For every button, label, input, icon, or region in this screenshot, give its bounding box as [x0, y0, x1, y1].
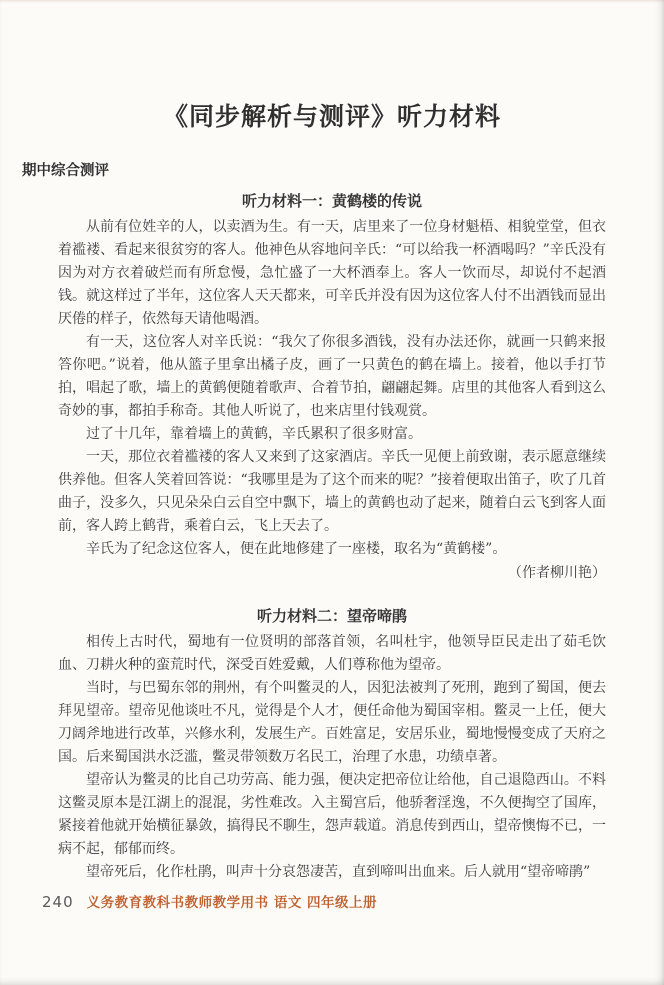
footer-book-title: 义务教育教科书教师教学用书 语文 四年级上册	[86, 895, 378, 911]
page-number: 240	[42, 893, 74, 911]
page-footer	[42, 891, 377, 911]
body-paragraph: 过了十几年，靠着墙上的黄鹤，辛氏累积了很多财富。	[86, 426, 422, 442]
body-paragraph: 辛氏为了纪念这位客人，便在此地修建了一座楼，取名为“黄鹤楼”。	[86, 541, 507, 557]
material-2-heading: 听力材料二：望帝啼鹃	[256, 607, 407, 625]
material-1-heading: 听力材料一：黄鹤楼的传说	[241, 192, 422, 210]
page-title: 《同步解析与测评》听力材料	[162, 102, 501, 131]
body-paragraph: 有一天，这位客人对辛氏说：“我欠了你很多酒钱，没有办法还你，就画一只鹤来报答你吧。”说着，他从篮子里拿出橘子皮，画了一只黄色的鹤在墙上。接着，他以手打节拍，唱起了歌，墙上的黄鹤便随着歌声、合着节拍，翩翩起舞。店里的其他客人看到这么奇妙的事，都拍手称奇。其他人听说了，也来店里付钱观赏。	[58, 334, 606, 419]
body-paragraph: 一天，那位衣着褴褛的客人又来到了这家酒店。辛氏一见便上前致谢，表示愿意继续供养他。但客人笑着回答说：“我哪里是为了这个而来的呢？”接着便取出笛子，吹了几首曲子，没多久，只见朵朵白云自空中飘下，墙上的黄鹤也动了起来，随着白云飞到客人面前，客人跨上鹤背，乘着白云，飞上天去了。	[58, 449, 606, 534]
body-paragraph: 当时，与巴蜀东邻的荆州，有个叫鳖灵的人，因犯法被判了死刑，跑到了蜀国，便去拜见望帝。望帝见他谈吐不凡，觉得是个人才，便任命他为蜀国宰相。鳖灵一上任，便大刀阔斧地进行改革，兴修水利，发展生产。百姓富足，安居乐业，蜀地慢慢变成了天府之国。后来蜀国洪水泛滥，鳖灵带领数万名民工，治理了水患，功绩卓著。	[58, 680, 606, 765]
material-1-body	[58, 216, 606, 561]
material-2	[0, 606, 664, 884]
body-paragraph: 相传上古时代，蜀地有一位贤明的部落首领，名叫杜宇，他领导臣民走出了茹毛饮血、刀耕火种的蛮荒时代，深受百姓爱戴，人们尊称他为望帝。	[58, 634, 606, 673]
material-2-body	[58, 631, 606, 884]
body-paragraph: 从前有位姓辛的人，以卖酒为生。有一天，店里来了一位身材魁梧、相貌堂堂，但衣着褴褛、看起来很贫穷的客人。他神色从容地问辛氏：“可以给我一杯酒喝吗？”辛氏没有因为对方衣着破烂而有所怠慢，急忙盛了一大杯酒奉上。客人一饮而尽，却说付不起酒钱。就这样过了半年，这位客人天天都来，可辛氏并没有因为这位客人付不出酒钱而显出厌倦的样子，依然每天请他喝酒。	[58, 219, 606, 327]
body-paragraph: 望帝认为鳖灵的比自己功劳高、能力强，便决定把帝位让给他，自己退隐西山。不料这鳖灵原本是江湖上的混混，劣性难改。入主蜀宫后，他骄奢淫逸，不久便掏空了国库，紧接着他就开始横征暴敛，搞得民不聊生，怨声载道。消息传到西山，望帝懊悔不已，一病不起，郁郁而终。	[58, 772, 606, 857]
material-1	[0, 191, 664, 585]
author-attribution: （作者柳川艳）	[508, 565, 606, 581]
body-paragraph: 望帝死后，化作杜鹃，叫声十分哀怨凄苦，直到啼叫出血来。后人就用“望帝啼鹃”	[86, 864, 591, 880]
section-label: 期中综合测评	[22, 163, 109, 179]
